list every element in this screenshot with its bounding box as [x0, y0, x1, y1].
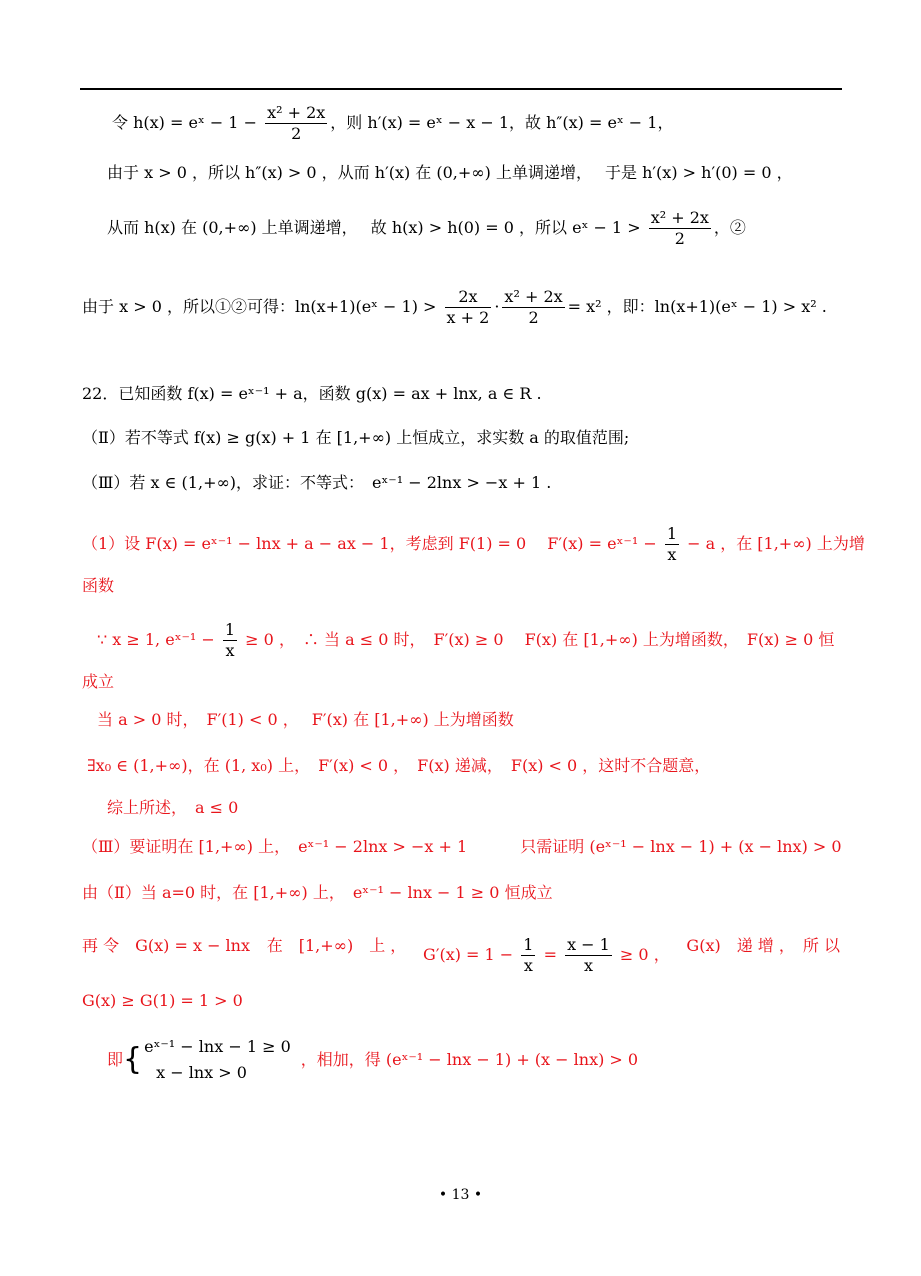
fraction-numerator: 1 — [224, 620, 236, 639]
solution-line-10-text-a: 即 — [107, 1050, 124, 1069]
solution-line-6: （Ⅲ）要证明在 [1,+∞) 上， eˣ⁻¹ − 2lnx > −x + 1 只需证明 (eˣ⁻¹ − lnx − 1) + (x − lnx) > 0 — [82, 837, 842, 856]
solution-line-2-cont: 成立 — [82, 672, 115, 691]
page-number: • 13 • — [438, 1187, 483, 1203]
solution-line-5: 综上所述， a ≤ 0 — [107, 798, 239, 817]
fraction-denominator: 2 — [528, 308, 539, 327]
solution-line-7: 由（Ⅱ）当 a=0 时，在 [1,+∞) 上， eˣ⁻¹ − lnx − 1 ≥ 0 恒成立 — [82, 883, 553, 902]
fraction-denominator: x — [583, 956, 593, 975]
solution-line-10-text-b: ，相加，得 (eˣ⁻¹ − lnx − 1) + (x − lnx) > 0 — [300, 1050, 639, 1069]
proof-line-3-text-a: 从而 h(x) 在 (0,+∞) 上单调递增， 故 h(x) > h(0) = 0 ，所以 eˣ − 1 > — [107, 218, 646, 237]
equation-system-row: x − lnx > 0 — [156, 1063, 247, 1082]
solution-line-2 — [97, 620, 834, 661]
solution-line-2-text-b: ≥ 0 ， ∴ 当 a ≤ 0 时， F′(x) ≥ 0 F(x) 在 [1,+∞) 上为增函数， F(x) ≥ 0 恒 — [240, 630, 835, 649]
fraction-numerator: 1 — [523, 935, 534, 954]
fraction — [521, 935, 535, 976]
proof-line-3 — [107, 208, 746, 249]
solution-line-1-text-a: （1）设 F(x) = eˣ⁻¹ − lnx + a − ax − 1，考虑到 F(1) = 0 F′(x) = eˣ⁻¹ − — [82, 534, 662, 553]
solution-line-4: ∃x₀ ∈ (1,+∞)，在 (1, x₀) 上， F′(x) < 0 ， F(x) 递减， F(x) < 0 ，这时不合题意， — [87, 756, 711, 775]
solution-line-1-text-b: − a ，在 [1,+∞) 上为增 — [682, 534, 865, 553]
problem-22-stem: 22．已知函数 f(x) = eˣ⁻¹ + a，函数 g(x) = ax + lnx, a ∈ R . — [82, 384, 542, 403]
fraction — [649, 208, 711, 249]
solution-line-8-text-e: ≥ 0 ， — [614, 945, 670, 964]
fraction-numerator: 1 — [666, 524, 677, 543]
equation-system — [144, 1034, 291, 1086]
fraction — [502, 287, 564, 328]
problem-22-part-3: （Ⅲ）若 x ∈ (1,+∞)，求证：不等式： eˣ⁻¹ − 2lnx > −x + 1 . — [82, 473, 552, 492]
problem-22-part-2: （Ⅱ）若不等式 f(x) ≥ g(x) + 1 在 [1,+∞) 上恒成立，求实数 a 的取值范围; — [82, 428, 630, 447]
solution-line-8-derivative — [423, 935, 670, 976]
fraction-denominator: x — [523, 956, 533, 975]
proof-line-1-text-a: 令 h(x) = eˣ − 1 − — [112, 113, 263, 132]
proof-line-3-text-b: ，② — [713, 218, 746, 237]
solution-line-8-text-f: G(x) 递 增 ， 所 以 — [686, 936, 840, 955]
proof-line-4-text-a: 由于 x > 0 ，所以①②可得：ln(x+1)(eˣ − 1) > — [82, 297, 442, 316]
fraction-denominator: 2 — [674, 229, 685, 248]
fraction-numerator: x² + 2x — [267, 103, 326, 122]
proof-line-2: 由于 x > 0 ，所以 h″(x) > 0 ，从而 h′(x) 在 (0,+∞) 上单调递增， 于是 h′(x) > h′(0) = 0 ， — [107, 163, 793, 182]
fraction — [223, 620, 237, 661]
fraction — [445, 287, 492, 328]
solution-line-8 — [82, 935, 840, 976]
fraction-denominator: x — [225, 641, 235, 660]
multiply-dot: · — [494, 297, 500, 316]
proof-line-4-text-b: = x² ，即：ln(x+1)(eˣ − 1) > x² . — [567, 297, 827, 316]
fraction-numerator: 2x — [445, 287, 492, 308]
proof-line-1 — [112, 103, 673, 144]
solution-line-1 — [82, 524, 865, 565]
proof-line-4 — [82, 287, 827, 328]
header-rule — [80, 88, 842, 90]
fraction-denominator: 2 — [291, 124, 302, 143]
solution-line-10 — [107, 1034, 638, 1086]
solution-line-1-cont: 函数 — [82, 576, 115, 595]
solution-line-8-text-c: G′(x) = 1 − — [423, 945, 519, 964]
equation-system-row: eˣ⁻¹ − lnx − 1 ≥ 0 — [144, 1037, 291, 1056]
fraction-denominator: x — [667, 545, 677, 564]
solution-line-8-text-d: = — [538, 945, 563, 964]
solution-line-8-text-a: 再 令 G(x) = x − lnx — [82, 936, 251, 955]
solution-line-8-text-b: 在 [1,+∞) 上 ， — [266, 936, 407, 955]
fraction — [265, 103, 327, 144]
solution-line-3: 当 a > 0 时， F′(1) < 0 ， F′(x) 在 [1,+∞) 上为增函数 — [97, 710, 514, 729]
fraction-denominator: x + 2 — [446, 308, 490, 327]
fraction — [565, 935, 612, 976]
solution-line-2-text-a: ∵ x ≥ 1, eˣ⁻¹ − — [97, 630, 220, 649]
fraction-numerator: x − 1 — [567, 935, 610, 954]
proof-line-1-text-b: ，则 h′(x) = eˣ − x − 1，故 h″(x) = eˣ − 1， — [330, 113, 674, 132]
fraction-numerator: x² + 2x — [504, 287, 563, 306]
left-brace: { — [123, 1042, 143, 1077]
solution-line-9: G(x) ≥ G(1) = 1 > 0 — [82, 991, 243, 1010]
fraction — [665, 524, 679, 565]
fraction-numerator: x² + 2x — [650, 208, 709, 227]
